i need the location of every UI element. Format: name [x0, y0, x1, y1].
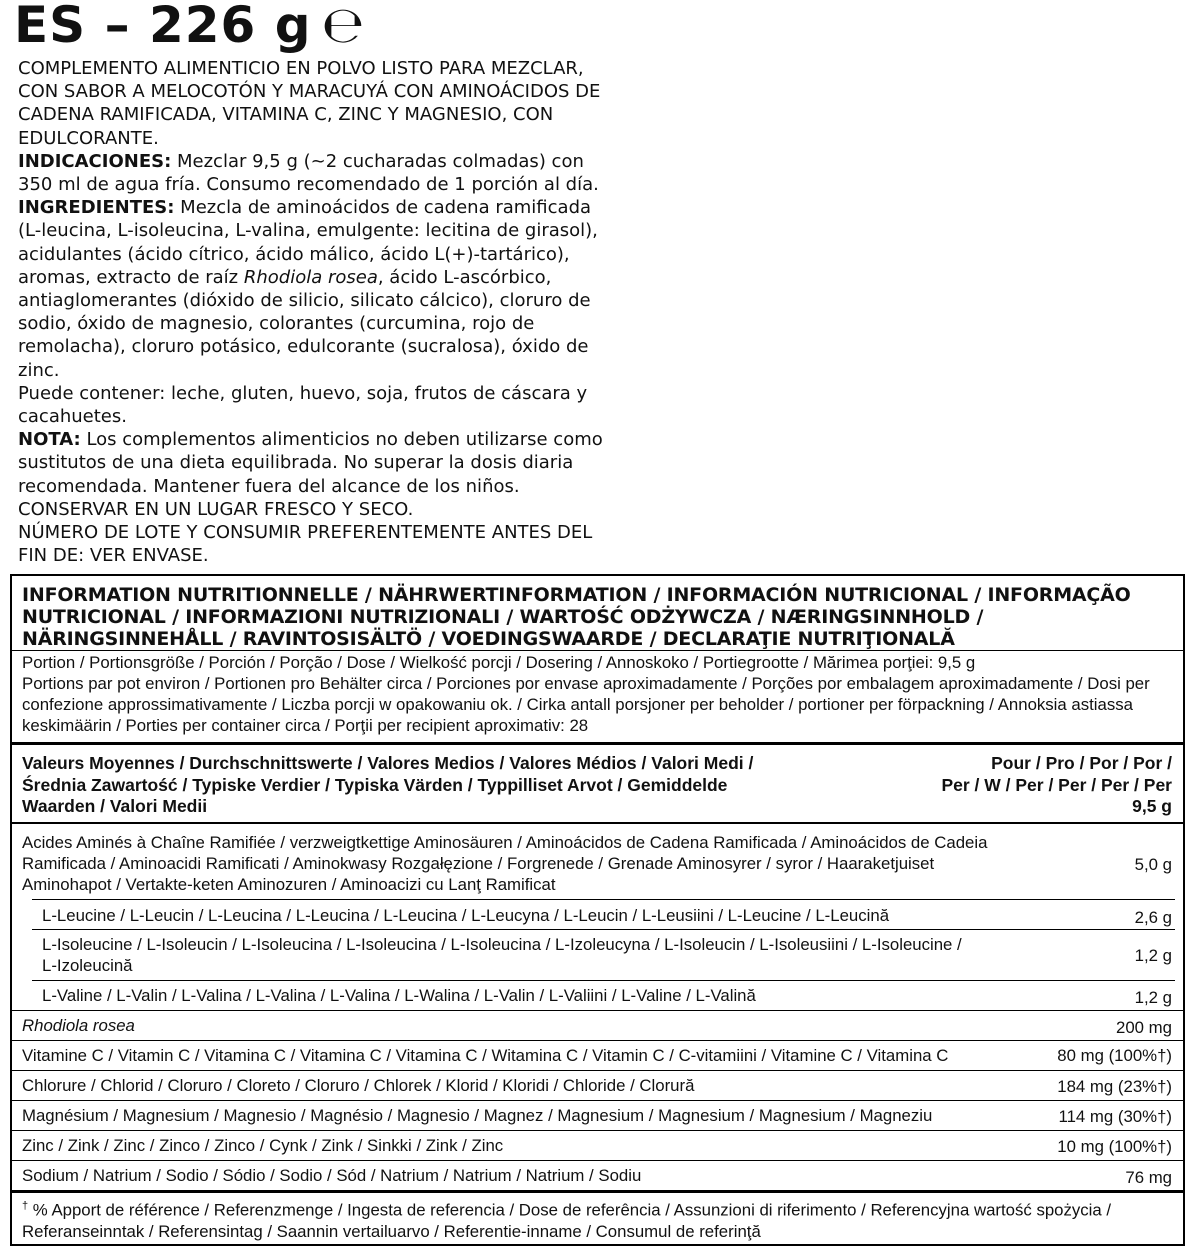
nutrient-value: 1,2 g	[1134, 946, 1172, 965]
nutrient-value: 184 mg (23%†)	[1057, 1077, 1172, 1096]
nutrient-label: Rhodiola rosea	[22, 1016, 135, 1035]
nutrition-panel	[10, 574, 1185, 1246]
nutrient-label: L-Valine / L-Valin / L-Valina / L-Valina / L-Valina / L-Walina / L-Valin / L-Valiini / L-Valine / L-Valină	[42, 986, 756, 1005]
divider	[32, 929, 1175, 930]
indicaciones-text: Mezclar 9,5 g (~2 cucharadas colmadas) con 350 ml de agua fría. Consumo recomendado de 1 porción al día.	[18, 150, 599, 196]
nutrient-label: Vitamine C / Vitamin C / Vitamina C / Vitamina C / Vitamina C / Witamina C / Vitamin C / C-vitamiini / Vitamine C / Vitamina C	[22, 1046, 949, 1065]
dagger-mark: †	[22, 1200, 29, 1212]
nota-text: Los complementos alimenticios no deben utilizarse como sustitutos de una dieta equilibrada. No superar la dosis diaria recomendada. Mantener fuera del alcance de los niños.	[18, 429, 603, 497]
divider	[12, 1130, 1183, 1131]
nutrient-value: 114 mg (30%†)	[1058, 1107, 1172, 1126]
language-weight-title	[14, 0, 365, 54]
spanish-label-section	[0, 0, 1200, 574]
nutrient-label: Magnésium / Magnesium / Magnesio / Magnésio / Magnesio / Magnez / Magnesium / Magnesium / Magnesium / Magneziu	[22, 1106, 933, 1125]
divider	[12, 1040, 1183, 1041]
portions-per-container: Portions par pot environ / Portionen pro Behälter circa / Porciones por envase aproximadamente / Porções por embalagem aproximadamente / Dosi per confezione approssimativamente / Liczba porcji w opakowaniu ok. / Cirka antall porsjoner per beholder / portioner per förpackning / Annoksia astiassa keskimäärin / Porties per container circa / Porţii per recipient aproximativ: 28	[22, 674, 1150, 735]
nutrient-label: Zinc / Zink / Zinc / Zinco / Zinco / Cynk / Zink / Sinkki / Zink / Zinc	[22, 1136, 504, 1155]
divider	[32, 980, 1175, 981]
nutrient-row-bcaa	[22, 832, 1172, 898]
nutrient-value: 76 mg	[1125, 1168, 1172, 1187]
storage-instruction: CONSERVAR EN UN LUGAR FRESCO Y SECO.	[18, 498, 414, 520]
divider-thick	[12, 742, 1183, 745]
footnote-text: % Apport de référence / Referenzmenge / Ingesta de referencia / Dose de referência / Assunzioni di riferimento / Referencyjna wartość spożycia / Referanseinntak / Referensintag / Saannin vertailuarvo / Referentie-inname / Consumul de referinţă	[22, 1200, 1112, 1241]
ingredientes-text-a: Mezcla de aminoácidos de cadena ramificada (L-leucina, L-isoleucina, L-valina, emulgente: lecitina de girasol), acidulantes (ácido cítrico, ácido málico, ácido L(+)-tartárico), aromas, extracto de raíz	[18, 197, 598, 288]
per-serving-header	[872, 753, 1172, 818]
spanish-description	[18, 57, 618, 567]
values-header	[22, 753, 1172, 819]
portion-size: Portion / Portionsgröße / Porción / Porção / Dose / Wielkość porcji / Dosering / Annoskoko / Portiegrootte / Mărimea porţiei: 9,5 g	[22, 653, 976, 672]
ingredientes-text-b: , ácido L-ascórbico, antiaglomerantes (dióxido de silicio, silicato cálcico), cloruro de sodio, óxido de magnesio, colorantes (curcumina, rojo de remolacha), cloruro potásico, edulcorante (sucralosa), óxido de zinc.	[18, 266, 591, 381]
indicaciones-label: INDICACIONES:	[18, 150, 172, 172]
nutrient-value: 2,6 g	[1134, 908, 1172, 927]
divider	[12, 1100, 1183, 1101]
divider	[12, 650, 1183, 651]
nutrient-label: Sodium / Natrium / Sodio / Sódio / Sodio / Sód / Natrium / Natrium / Natrium / Sodiu	[22, 1166, 642, 1185]
divider	[12, 1160, 1183, 1161]
allergen-statement: Puede contener: leche, gluten, huevo, soja, frutos de cáscara y cacahuetes.	[18, 382, 588, 428]
nutrient-label: Chlorure / Chlorid / Cloruro / Cloreto / Cloruro / Chlorek / Klorid / Kloridi / Chloride / Clorură	[22, 1076, 695, 1095]
divider-mid	[12, 822, 1183, 824]
reference-intake-footnote	[22, 1196, 1172, 1242]
nutrient-value: 5,0 g	[1134, 855, 1172, 874]
divider	[12, 1010, 1183, 1011]
lot-number-statement: NÚMERO DE LOTE Y CONSUMIR PREFERENTEMENTE ANTES DEL FIN DE: VER ENVASE.	[18, 522, 593, 567]
nutrient-value: 80 mg (100%†)	[1057, 1046, 1172, 1065]
divider-thick	[12, 1190, 1183, 1193]
average-values-header: Valeurs Moyennes / Durchschnittswerte / Valores Medios / Valores Médios / Valori Medi / Średnia Zawartość / Typiske Verdier / Typiska Värden / Typpilliset Arvot / Gemiddelde Waarden / Valori Medii	[22, 753, 754, 816]
estimated-sign-icon: ℮	[321, 0, 366, 54]
ingredientes-label: INGREDIENTES:	[18, 197, 175, 219]
per-header-line2: Per / W / Per / Per / Per / Per	[941, 774, 1172, 795]
nutrient-label: L-Isoleucine / L-Isoleucin / L-Isoleucina / L-Isoleucina / L-Isoleucina / L-Izoleucyna / L-Isoleucin / L-Isoleusiini / L-Isoleucine / L-Izoleucină	[42, 935, 962, 975]
nutrition-heading: INFORMATION NUTRITIONNELLE / NÄHRWERTINFORMATION / INFORMACIÓN NUTRICIONAL / INFORMAÇÃO NUTRICIONAL / INFORMAZIONI NUTRIZIONALI / WARTOŚĆ ODŻYWCZA / NÆRINGSINNHOLD / NÄRINGSINNEHÅLL / RAVINTOSISÄLTÖ / VOEDINGSWAARDE / DECLARAŢIE NUTRIŢIONALĂ	[22, 584, 1131, 651]
per-header-line3: 9,5 g	[1132, 796, 1172, 816]
nutrient-label: L-Leucine / L-Leucin / L-Leucina / L-Leucina / L-Leucina / L-Leucyna / L-Leucin / L-Leusiini / L-Leucine / L-Leucină	[42, 906, 890, 925]
nutrient-value: 10 mg (100%†)	[1057, 1137, 1172, 1156]
per-header-line1: Pour / Pro / Por / Por /	[991, 753, 1172, 773]
divider	[12, 1070, 1183, 1071]
divider	[32, 899, 1175, 900]
nutrient-value: 200 mg	[1116, 1018, 1172, 1037]
title-text: ES – 226 g	[14, 0, 312, 54]
ingredientes-italic: Rhodiola rosea	[243, 266, 378, 288]
nutrient-value: 1,2 g	[1134, 988, 1172, 1007]
portion-info	[22, 652, 1172, 736]
nutrient-label: Acides Aminés à Chaîne Ramifiée / verzweigtkettige Aminosäuren / Aminoácidos de Cadena Ramificada / Aminoácidos de Cadeia Ramificada / Aminoacidi Ramificati / Aminokwasy Rozgałęzione / Forgrenede / Grenade Aminosyrer / syror / Haaraketjuiset Aminohapot / Vertakte-keten Aminozuren / Aminoacizi cu Lanţ Ramificat	[22, 833, 988, 894]
product-description: COMPLEMENTO ALIMENTICIO EN POLVO LISTO PARA MEZCLAR, CON SABOR A MELOCOTÓN Y MARACUYÁ CON AMINOÁCIDOS DE CADENA RAMIFICADA, VITAMINA C, ZINC Y MAGNESIO, CON EDULCORANTE.	[18, 58, 601, 149]
nota-label: NOTA:	[18, 429, 81, 451]
